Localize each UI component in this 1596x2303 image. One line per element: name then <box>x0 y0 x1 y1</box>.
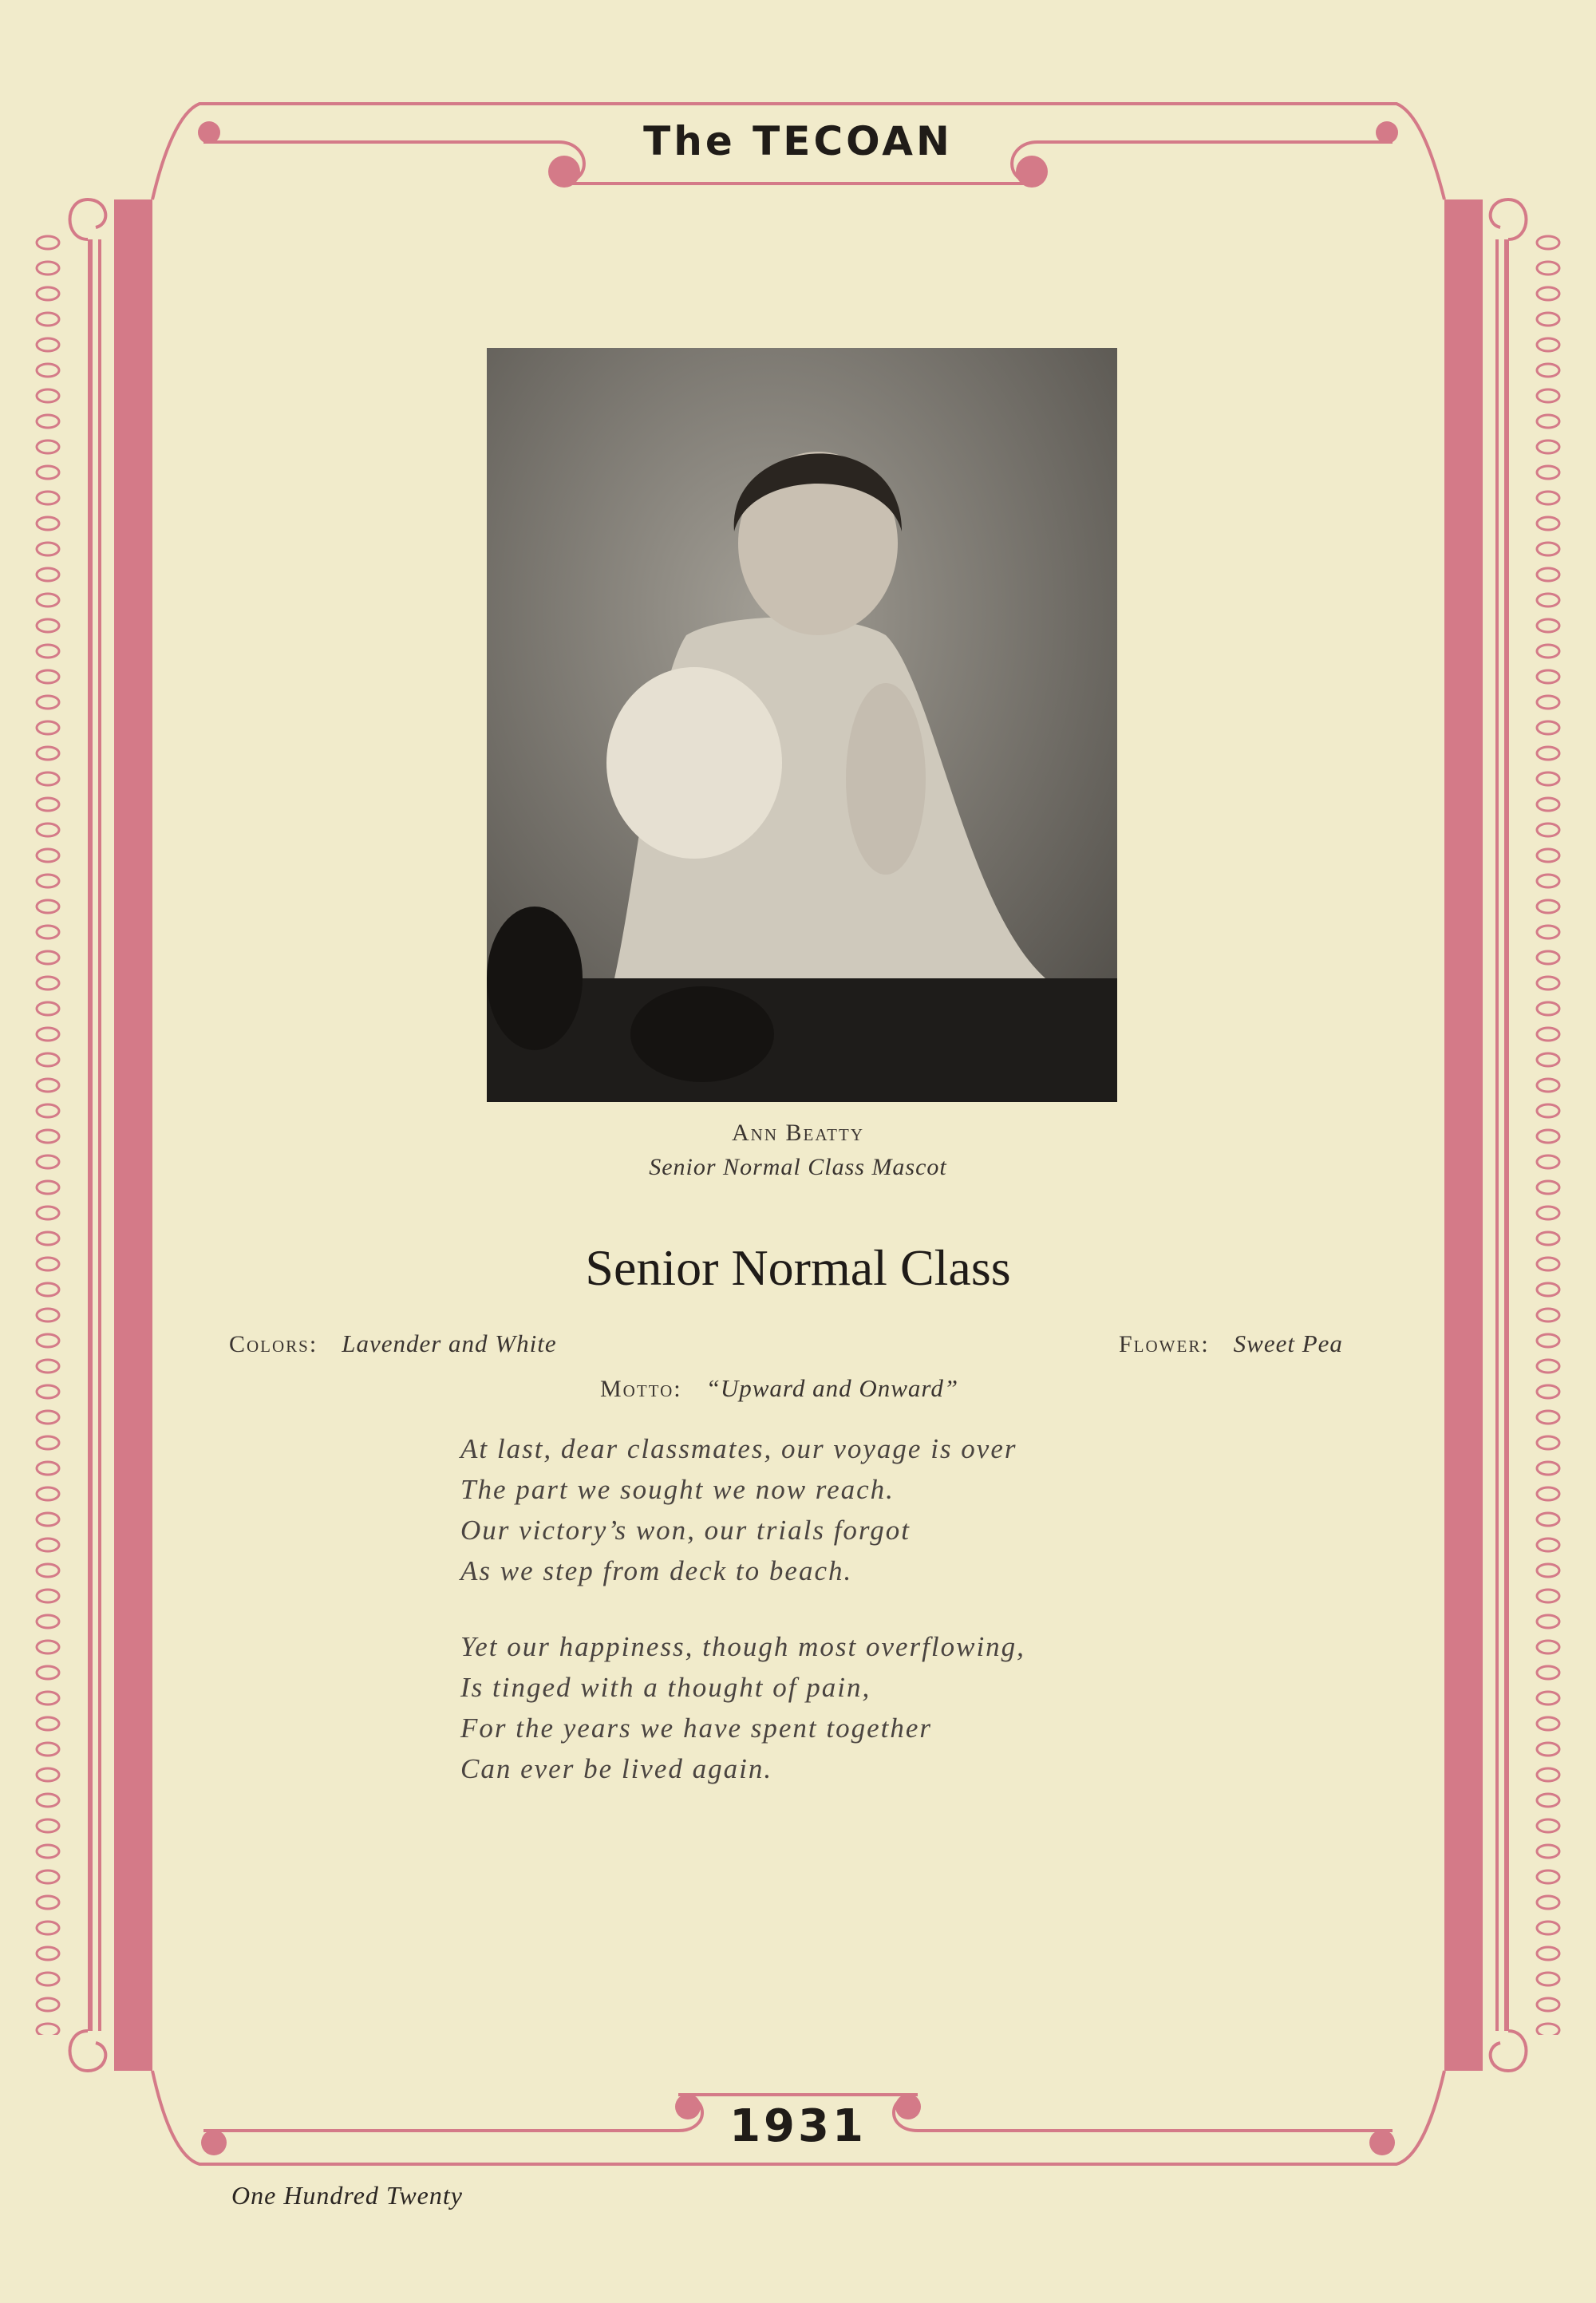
class-flower <box>1119 1329 1343 1358</box>
poem-line: For the years we have spent together <box>460 1712 933 1744</box>
colors-label: Colors: <box>229 1331 318 1357</box>
motto-label: Motto: <box>600 1376 682 1402</box>
colors-value: Lavender and White <box>342 1329 557 1357</box>
photo-caption-name: Ann Beatty <box>732 1120 864 1146</box>
photo-caption-role: Senior Normal Class Mascot <box>649 1154 947 1180</box>
poem-line: Our victory’s won, our trials forgot <box>460 1515 911 1546</box>
flower-label: Flower: <box>1119 1331 1210 1357</box>
photo-placeholder <box>487 348 1117 1102</box>
class-motto <box>600 1374 958 1403</box>
page-number: One Hundred Twenty <box>231 2181 463 2210</box>
motto-value: “Upward and Onward” <box>705 1374 959 1402</box>
poem-line: Is tinged with a thought of pain, <box>460 1672 871 1703</box>
poem-line: Can ever be lived again. <box>460 1753 773 1784</box>
flower-value: Sweet Pea <box>1233 1329 1343 1357</box>
section-title: Senior Normal Class <box>585 1239 1011 1296</box>
poem-stanza <box>460 1626 1179 1789</box>
header-title: The TECOAN <box>643 118 953 164</box>
poem-line: At last, dear classmates, our voyage is over <box>460 1433 1017 1464</box>
poem-stanza <box>460 1428 1179 1591</box>
poem-line: As we step from deck to beach. <box>460 1555 853 1586</box>
class-colors <box>229 1329 557 1358</box>
mascot-photo <box>487 348 1117 1102</box>
footer-year: 1931 <box>729 2100 867 2152</box>
poem-line: Yet our happiness, though most overflowing, <box>460 1631 1025 1662</box>
poem-line: The part we sought we now reach. <box>460 1474 895 1505</box>
